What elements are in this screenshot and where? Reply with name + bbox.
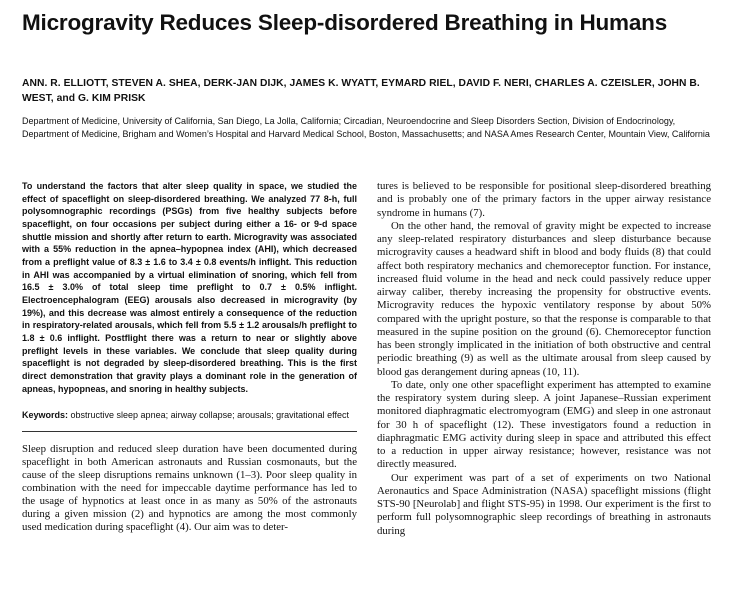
keywords [22, 409, 357, 422]
section-divider [22, 431, 357, 432]
intro-paragraph: Sleep disruption and reduced sleep duration have been documented during spaceflight in both American astronauts and Russian cosmonauts, but the cause of the sleep disruptions remains unknown (1–3). Poor sleep quality in combination with the need for impeccable daytime performance has led to the usage of hypnotics at least once in as many as 50% of the astronauts during a given mission (2) and hypnotics are among the most commonly used medication during spaceflight (4). Our aim was to deter- [22, 442, 357, 533]
right-column [377, 180, 711, 538]
keywords-text: obstructive sleep apnea; airway collapse; arousals; gravitational effect [68, 410, 350, 421]
article-title: Microgravity Reduces Sleep-disordered Breathing in Humans [22, 10, 668, 35]
author-list: ANN. R. ELLIOTT, STEVEN A. SHEA, DERK-JAN DIJK, JAMES K. WYATT, EYMARD RIEL, DAVID F. NERI, CHARLES A. CZEISLER, JOHN B. WEST, and G. KIM PRISK [22, 78, 700, 104]
keywords-label: Keywords: [22, 410, 69, 421]
affiliations: Department of Medicine, University of California, San Diego, La Jolla, California; Circadian, Neuroendocrine and Sleep Disorders Section, Division of Endocrinology, Department of Medicine, Brigham and Women’s Hospital and Harvard Medical School, Boston, Massachusetts; and NASA Ames Research Center, Mountain View, California [22, 116, 710, 139]
body-paragraph: On the other hand, the removal of gravity might be expected to increase any sleep-related respiratory disturbances and sleep disturbance because microgravity causes a headward shift in blood and body fluids (8) that could affect both respiratory mechanics and chemoreceptor function. For instance, increased fluid volume in the head and neck could passively reduce upper airway caliber, thereby increasing the propensity for obstructive events. Microgravity reduces the hypoxic ventilatory response by about 50% compared with the upright posture, so that the response is comparable to that measured in the supine position on the ground (6). Chemoreceptor function has been strongly implicated in the initiation of both obstructive and central periodic breathing (9) as well as the ultimate arousal from sleep caused by blood gas derangement during apneas (10, 11). [377, 219, 711, 378]
body-paragraph-continued: tures is believed to be responsible for positional sleep-disordered breathing and is probably one of the primary factors in the upper airway resistance syndrome in humans (7). [377, 180, 711, 219]
body-paragraph: To date, only one other spaceflight experiment has attempted to examine the respiratory system during sleep. A joint Japanese–Russian experiment monitored diaphragmatic electromyogram (EMG) and sleep in one astronaut for 30 h of spaceflight (12). These investigators found a reduction in diaphragmatic EMG activity during sleep in space and attributed this effect to a reduction in upper airway resistance; however, resistance was not directly measured. [377, 378, 711, 471]
left-column [22, 180, 357, 534]
body-paragraph: Our experiment was part of a set of experiments on two National Aeronautics and Space Administration (NASA) spaceflight missions (flight STS-90 [Neurolab] and flight STS-95) in 1998. Our experiment is the first to perform full polysomnographic sleep recordings of breathing in astronauts during [377, 471, 711, 537]
abstract: To understand the factors that alter sleep quality in space, we studied the effect of spaceflight on sleep-disordered breathing. We analyzed 77 8-h, full polysomnographic recordings (PSGs) from five healthy subjects before spaceflight, on four occasions per subject during either a 16- or 9-d space shuttle mission and shortly after return to earth. Microgravity was associated with a 55% reduction in the apnea–hypopnea index (AHI), which decreased from a preflight value of 8.3 ± 1.6 to 3.4 ± 0.8 events/h inflight. This reduction in AHI was accompanied by a virtual elimination of snoring, which fell from 16.5 ± 3.0% of total sleep time preflight to 0.7 ± 0.5% inflight. Electroencephalogram (EEG) arousals also decreased in microgravity (by 19%), and this decrease was almost entirely a consequence of the reduction in respiratory-related arousals, which fell from 5.5 ± 1.2 arousals/h preflight to 1.8 ± 0.6 inflight. Postflight there was a return to near or slightly above preflight levels in these variables. We conclude that sleep quality during spaceflight is not degraded by sleep-disordered breathing. This is the first direct demonstration that gravity plays a dominant role in the generation of apneas, hypopneas, and snoring in healthy subjects. [22, 181, 357, 394]
